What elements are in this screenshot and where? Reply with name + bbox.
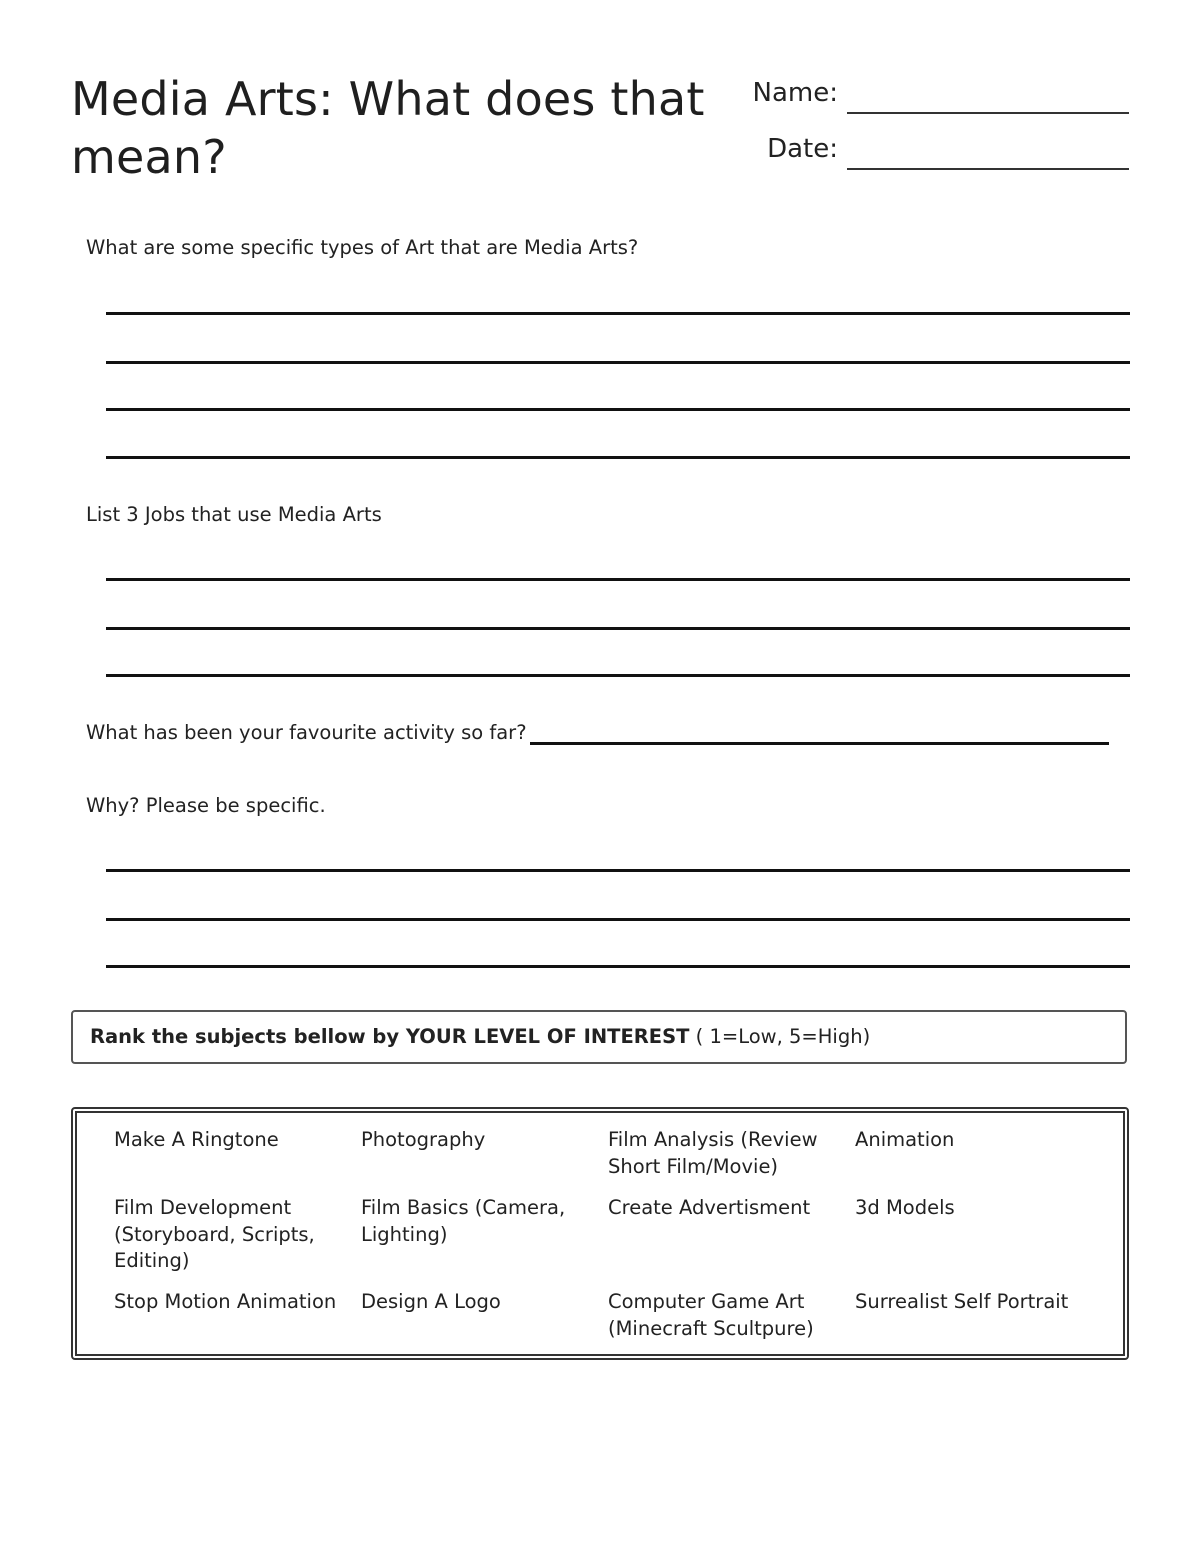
page-title: Media Arts: What does that mean?	[71, 72, 705, 184]
answer-line[interactable]	[106, 361, 1130, 364]
subject-item: Film Development (Storyboard, Scripts, Editing)	[114, 1196, 315, 1272]
date-field[interactable]	[847, 168, 1129, 170]
rank-instruction-box	[71, 1010, 1127, 1064]
answer-line[interactable]	[106, 965, 1130, 968]
question-jobs: List 3 Jobs that use Media Arts	[86, 503, 382, 526]
question-art-types: What are some specific types of Art that are Media Arts?	[86, 236, 639, 259]
subject-item: Make A Ringtone	[114, 1128, 279, 1151]
question-favourite-activity: What has been your favourite activity so far?	[86, 721, 527, 744]
name-label: Name:	[752, 78, 838, 108]
subject-item: Surrealist Self Portrait	[855, 1290, 1069, 1313]
favourite-activity-line[interactable]	[530, 742, 1109, 745]
answer-line[interactable]	[106, 918, 1130, 921]
answer-line[interactable]	[106, 627, 1130, 630]
answer-line[interactable]	[106, 674, 1130, 677]
rank-instruction-bold: Rank the subjects bellow by YOUR LEVEL OF INTEREST	[90, 1025, 690, 1048]
subjects-box	[71, 1107, 1129, 1360]
answer-line[interactable]	[106, 578, 1130, 581]
rank-scale: ( 1=Low, 5=High)	[689, 1025, 871, 1048]
subject-item: Create Advertisment	[608, 1196, 811, 1219]
answer-line[interactable]	[106, 312, 1130, 315]
subject-item: Computer Game Art (Minecraft Scultpure)	[608, 1290, 814, 1340]
name-field[interactable]	[847, 112, 1129, 114]
subject-item: Design A Logo	[361, 1290, 501, 1313]
subject-item: 3d Models	[855, 1196, 955, 1219]
answer-line[interactable]	[106, 456, 1130, 459]
subject-item: Animation	[855, 1128, 955, 1151]
answer-line[interactable]	[106, 869, 1130, 872]
subject-item: Photography	[361, 1128, 486, 1151]
subject-item: Film Basics (Camera, Lighting)	[361, 1196, 566, 1246]
subject-item: Film Analysis (Review Short Film/Movie)	[608, 1128, 818, 1178]
rank-instruction	[90, 1024, 870, 1050]
answer-line[interactable]	[106, 408, 1130, 411]
date-label: Date:	[767, 134, 838, 164]
subject-item: Stop Motion Animation	[114, 1290, 337, 1313]
question-why: Why? Please be specific.	[86, 794, 326, 817]
